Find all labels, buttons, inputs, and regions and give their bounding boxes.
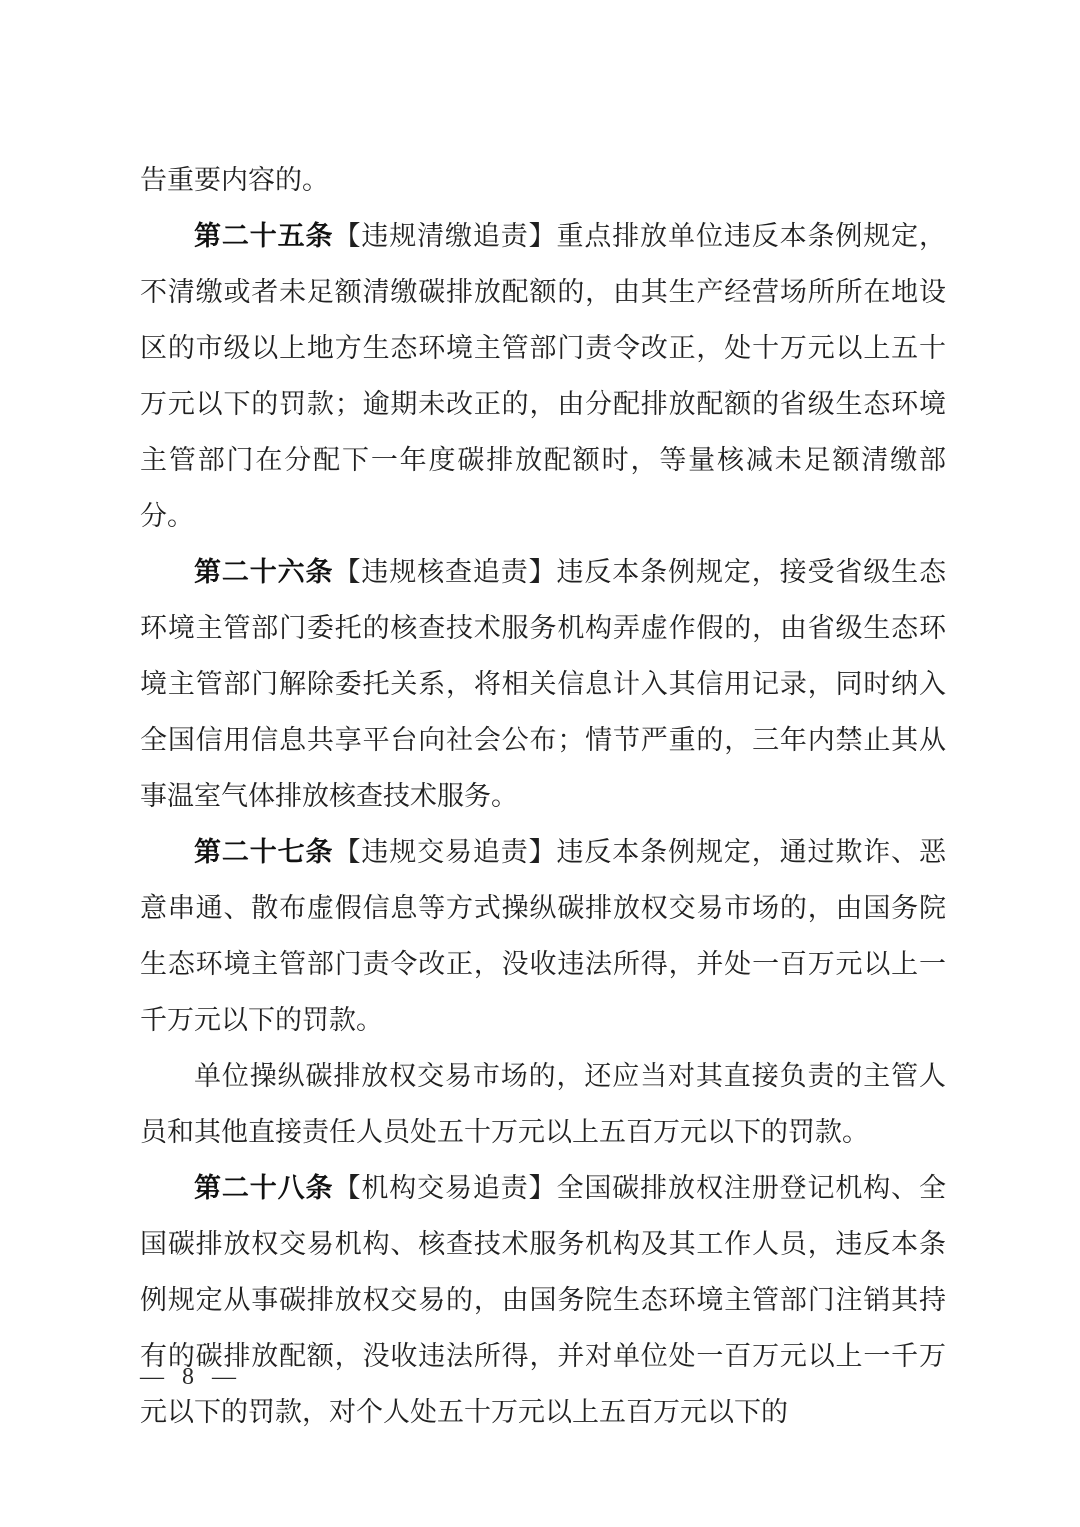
article-25-tag: 【违规清缴追责】	[333, 221, 557, 251]
article-26-tag: 【违规核查追责】	[333, 557, 557, 587]
article-26	[140, 544, 946, 824]
article-28-text: 全国碳排放权注册登记机构、全国碳排放权交易机构、核查技术服务机构及其工作人员，违反本条例规定从事碳排放权交易的，由国务院生态环境主管部门注销其持有的碳排放配额，没收违法所得，并对单位处一百万元以上一千万元以下的罚款，对个人处五十万元以上五百万元以下的	[140, 1173, 947, 1427]
article-27-heading: 第二十七条	[194, 837, 334, 867]
article-27-text: 违反本条例规定，通过欺诈、恶意串通、散布虚假信息等方式操纵碳排放权交易市场的，由国务院生态环境主管部门责令改正，没收违法所得，并处一百万元以上一千万元以下的罚款。	[140, 837, 947, 1035]
article-26-text: 违反本条例规定，接受省级生态环境主管部门委托的核查技术服务机构弄虚作假的，由省级生态环境主管部门解除委托关系，将相关信息计入其信用记录，同时纳入全国信用信息共享平台向社会公布；情节严重的，三年内禁止其从事温室气体排放核查技术服务。	[140, 557, 947, 811]
article-25	[140, 208, 946, 544]
document-body	[140, 152, 946, 1440]
paragraph-text: 告重要内容的。	[140, 165, 329, 195]
paragraph-text: 单位操纵碳排放权交易市场的，还应当对其直接负责的主管人员和其他直接责任人员处五十万元以上五百万元以下的罚款。	[140, 1061, 946, 1147]
article-27-tag: 【违规交易追责】	[333, 837, 557, 867]
article-25-text: 重点排放单位违反本条例规定，不清缴或者未足额清缴碳排放配额的，由其生产经营场所所在地设区的市级以上地方生态环境主管部门责令改正，处十万元以上五十万元以下的罚款；逾期未改正的，由分配排放配额的省级生态环境主管部门在分配下一年度碳排放配额时，等量核减未足额清缴部分。	[140, 221, 947, 531]
article-27	[140, 824, 946, 1048]
paragraph-continuation	[140, 152, 946, 208]
article-26-heading: 第二十六条	[194, 557, 334, 587]
article-28-heading: 第二十八条	[194, 1173, 334, 1203]
page-number: — 8 —	[140, 1364, 242, 1390]
paragraph-plain	[140, 1048, 946, 1160]
article-28-tag: 【机构交易追责】	[333, 1173, 557, 1203]
article-28	[140, 1160, 946, 1440]
article-25-heading: 第二十五条	[194, 221, 334, 251]
